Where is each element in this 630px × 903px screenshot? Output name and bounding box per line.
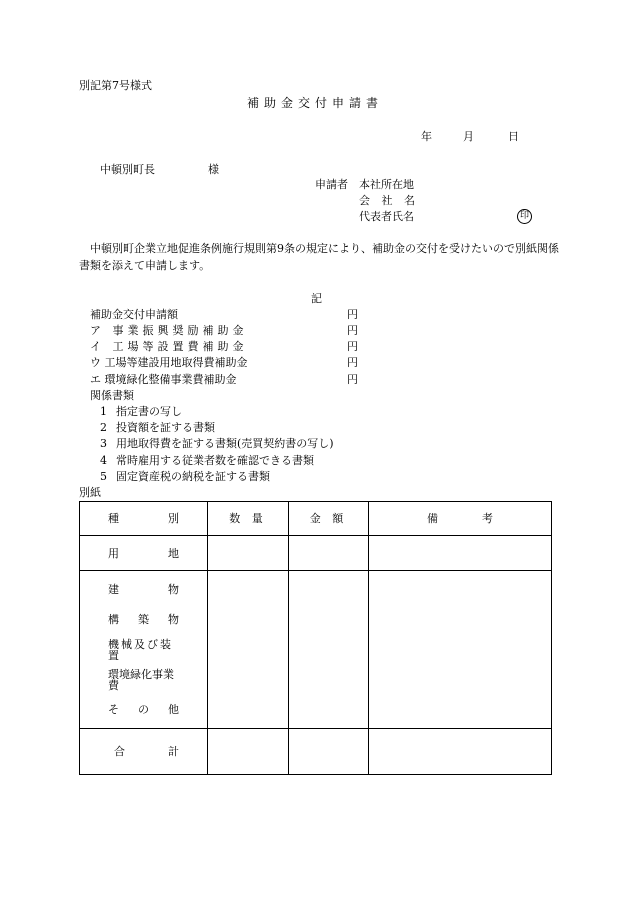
row-total-amount (289, 729, 369, 775)
doc-num-5: 5 (100, 470, 107, 483)
amount-item-e: エ 環境緑化整備事業費補助金 (90, 373, 237, 386)
table-row-total (80, 729, 552, 775)
row-land-label: 用 地 (80, 536, 208, 571)
seal-mark: 印 (517, 209, 532, 224)
amount-item-a: ア 事業振興奨励補助金 (90, 324, 248, 337)
doc-num-4: 4 (100, 454, 107, 467)
doc-text-2: 投資額を証する書類 (116, 421, 215, 434)
amount-item-i: イ 工場等設置費補助金 (90, 340, 248, 353)
header-remarks: 備 考 (369, 502, 552, 536)
applicant-address-label: 本社所在地 (359, 178, 414, 191)
amount-item-u: ウ 工場等建設用地取得費補助金 (90, 356, 248, 369)
attachment-label: 別紙 (79, 486, 101, 499)
amount-heading: 補助金交付申請額 (90, 308, 178, 321)
doc-num-2: 2 (100, 421, 107, 434)
doc-text-5: 固定資産税の納税を証する書類 (116, 470, 270, 483)
doc-num-1: 1 (100, 405, 107, 418)
applicant-company-label: 会 社 名 (359, 194, 419, 207)
item-machinery: 機械及び装置 (108, 637, 173, 662)
item-building: 建 物 (108, 583, 179, 596)
row-total-remarks (369, 729, 552, 775)
doc-num-3: 3 (100, 437, 107, 450)
header-type: 種 別 (80, 502, 208, 536)
doc-text-3: 用地取得費を証する書類(売買契約書の写し) (116, 437, 334, 450)
table-header-row (80, 502, 552, 536)
docs-heading: 関係書類 (90, 389, 134, 402)
addressee-honorific: 様 (208, 163, 219, 176)
row-total-quantity (208, 729, 289, 775)
body-text-line-1: 中頓別町企業立地促進条例施行規則第9条の規定により、補助金の交付を受けたいので別紙関係 (90, 242, 559, 255)
doc-text-1: 指定書の写し (116, 405, 182, 418)
page-title: 補助金交付申請書 (247, 96, 384, 110)
item-other: そ の 他 (108, 703, 179, 716)
row-items-quantity (208, 571, 289, 729)
date-month: 月 (463, 130, 474, 143)
item-structure: 構 築 物 (108, 613, 179, 626)
form-number: 別記第7号様式 (79, 79, 152, 92)
applicant-rep-label: 代表者氏名 (359, 210, 414, 223)
header-amount: 金 額 (289, 502, 369, 536)
row-total-label: 合 計 (80, 729, 208, 775)
row-items-labels (80, 571, 208, 729)
attachment-table (79, 501, 552, 775)
ki-heading: 記 (311, 292, 322, 305)
header-quantity: 数 量 (208, 502, 289, 536)
row-land-amount (289, 536, 369, 571)
body-text-line-2: 書類を添えて申請します。 (79, 259, 211, 272)
date-year: 年 (421, 130, 432, 143)
amount-heading-unit: 円 (347, 308, 358, 321)
amount-item-u-unit: 円 (347, 356, 358, 369)
row-land-quantity (208, 536, 289, 571)
amount-item-i-unit: 円 (347, 340, 358, 353)
amount-item-a-unit: 円 (347, 324, 358, 337)
row-land-remarks (369, 536, 552, 571)
row-items-remarks (369, 571, 552, 729)
table-row-land (80, 536, 552, 571)
date-day: 日 (508, 130, 519, 143)
addressee-name: 中頓別町長 (100, 163, 155, 176)
row-items-amount (289, 571, 369, 729)
applicant-label: 申請者 (315, 178, 348, 191)
doc-text-4: 常時雇用する従業者数を確認できる書類 (116, 454, 314, 467)
table-row-items (80, 571, 552, 729)
amount-item-e-unit: 円 (347, 373, 358, 386)
item-greening: 環境緑化事業費 (108, 667, 174, 692)
